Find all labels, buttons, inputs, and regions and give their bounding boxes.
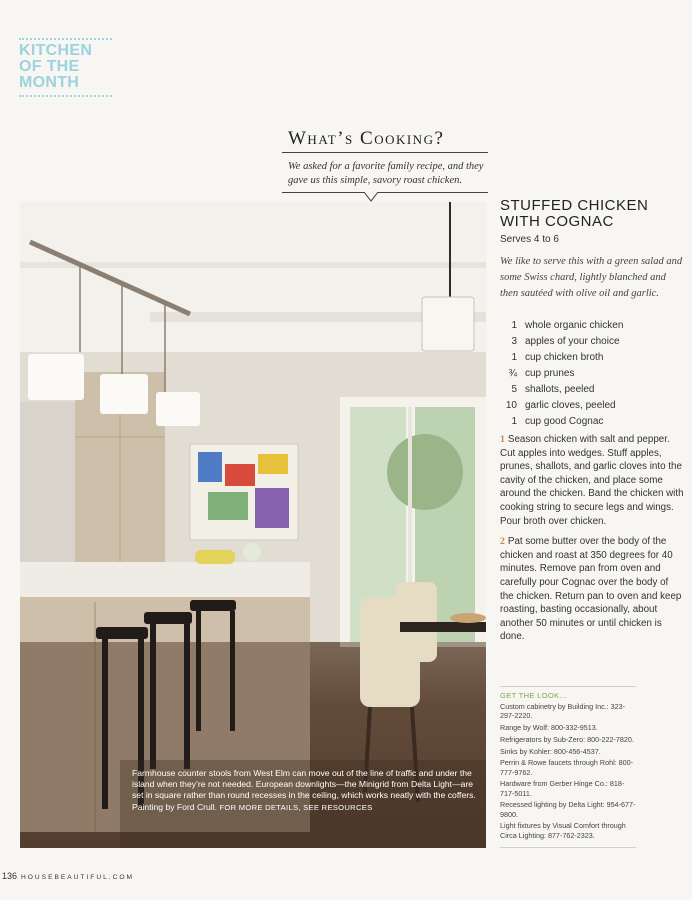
ingredient-list	[500, 318, 690, 430]
resource-item: Hardware from Gerber Hinge Co.: 818-717-5011.	[500, 779, 625, 798]
site-url: HOUSEBEAUTIFUL.COM	[21, 874, 134, 881]
ingredient-text: apples of your choice	[525, 336, 620, 347]
resources-note: FOR MORE DETAILS, SEE RESOURCES	[219, 802, 373, 812]
ingredient-qty: 1	[511, 416, 517, 427]
resource-item: Sinks by Kohler: 800-456-4537.	[500, 746, 601, 756]
section-label: KITCHEN OF THE MONTH	[19, 38, 112, 97]
ingredient-item	[500, 318, 690, 334]
ingredient-text: garlic cloves, peeled	[525, 400, 616, 411]
kitchen-photo	[20, 202, 486, 848]
recipe-step	[500, 535, 684, 644]
ingredient-qty: 1	[511, 320, 517, 331]
photo-caption-text: Farmhouse counter stools from West Elm can move out of the line of traffic and under the island when they’re not needed. European downlights—the Minigrid from Delta Light—are set in square rather than round recesses in the ceiling, which works neatly with the coffers. Painting by Ford Crull.	[132, 768, 476, 812]
recipe-step	[500, 433, 684, 528]
resource-item: Light fixtures by Visual Comfort through Circa Lighting: 877-762-2323.	[500, 821, 626, 840]
ingredient-item	[500, 414, 690, 430]
photo-caption	[132, 768, 484, 813]
ingredient-text: cup prunes	[525, 368, 575, 379]
ingredient-text: cup chicken broth	[525, 352, 604, 363]
resource-item: Custom cabinetry by Building Inc.: 323-297-2220.	[500, 702, 626, 721]
ingredient-qty: ¾	[508, 368, 517, 379]
recipe-intro: We like to serve this with a green salad and some Swiss chard, lightly blanched and then sautéed with olive oil and garlic.	[500, 256, 683, 299]
feature-rule-bottom	[282, 192, 488, 193]
resource-item: Perrin & Rowe faucets through Rohl: 800-777-9762.	[500, 758, 634, 777]
speech-pointer-icon	[364, 192, 378, 202]
kitchen-illustration	[20, 202, 486, 848]
feature-rule-top	[282, 152, 488, 153]
recipe-steps	[500, 433, 684, 651]
step-text: Pat some butter over the body of the chicken and roast at 350 degrees for 40 minutes. Remove pan from oven and carefully pour Cognac over the body of the chicken. Return pan to oven and keep roasting, basting occasionally, about another 50 minutes or until chicken is done.	[500, 536, 682, 643]
page-footer	[2, 871, 134, 881]
ingredient-qty: 5	[511, 384, 517, 395]
get-the-look-box	[500, 686, 636, 848]
ingredient-qty: 10	[505, 400, 517, 411]
resource-item: Range by Wolf: 800-332-9513.	[500, 723, 598, 732]
feature-title: What’s Cooking?	[288, 128, 445, 149]
recipe-serves: Serves 4 to 6	[500, 234, 559, 245]
recipe-title: STUFFED CHICKEN WITH COGNAC	[500, 197, 649, 230]
step-number: 1	[500, 434, 505, 445]
ingredient-item	[500, 366, 690, 382]
step-number: 2	[500, 536, 505, 548]
ingredient-item	[500, 334, 690, 350]
get-the-look-title: GET THE LOOK...	[500, 691, 567, 700]
resource-item: Recessed lighting by Delta Light: 954-677-9800.	[500, 800, 636, 819]
ingredient-text: cup good Cognac	[525, 416, 604, 427]
ingredient-item	[500, 350, 690, 366]
feature-intro: We asked for a favorite family recipe, and they gave us this simple, savory roast chicken.	[288, 161, 484, 186]
resource-item: Refrigerators by Sub-Zero: 800-222-7820.	[500, 734, 634, 744]
ingredient-qty: 3	[511, 336, 517, 347]
ingredient-item	[500, 382, 690, 398]
page-number: 136	[2, 871, 18, 881]
ingredient-text: whole organic chicken	[525, 320, 624, 331]
ingredient-item	[500, 398, 690, 414]
ingredient-qty: 1	[511, 352, 517, 363]
ingredient-text: shallots, peeled	[525, 384, 595, 395]
step-text: Season chicken with salt and pepper. Cut apples into wedges. Stuff apples, prunes, shallots, and garlic cloves into the cavity of the chicken, and place some around the chicken. Band the chicken with cooking string to secure legs and wings. Pour broth over chicken.	[500, 434, 684, 527]
